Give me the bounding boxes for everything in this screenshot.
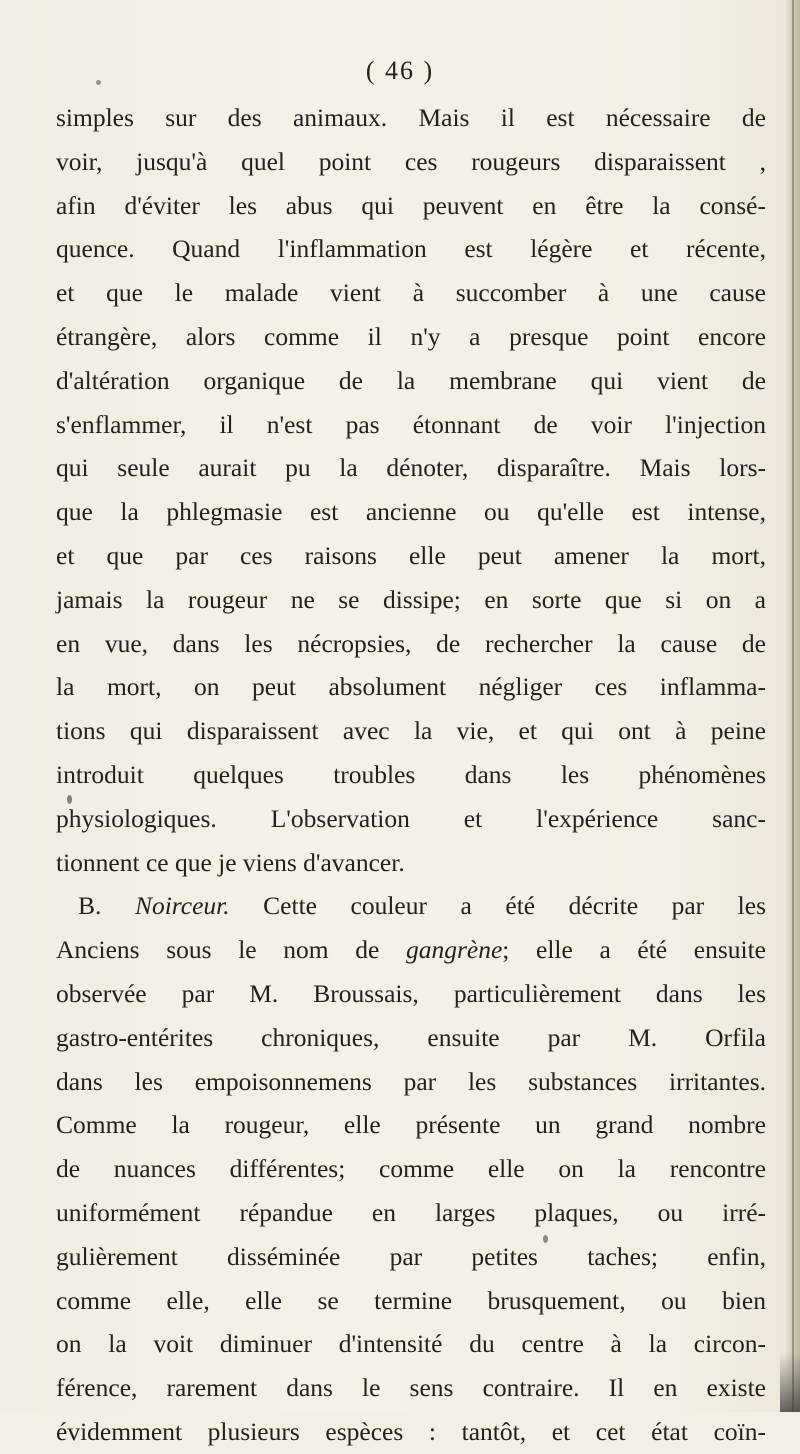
section-b-gangrene: gangrène bbox=[405, 935, 503, 965]
text-line: simples sur des animaux. Mais il est nécessaire de bbox=[56, 103, 766, 132]
text-line: on la voit diminuer d'intensité du centre à la circon- bbox=[56, 1329, 766, 1359]
body-text bbox=[56, 96, 766, 1454]
section-b-line-2-start: Anciens sous le nom de bbox=[56, 935, 380, 965]
text-line: tions qui disparaissent avec la vie, et qui ont à peine bbox=[56, 716, 766, 746]
section-b-heading-line bbox=[56, 884, 766, 928]
text-line: étrangère, alors comme il n'y a presque point encore bbox=[56, 321, 766, 351]
text-line: évidemment plusieurs espèces : tantôt, et cet état coïn- bbox=[56, 1416, 766, 1446]
text-line: d'altération organique de la membrane qui vient de bbox=[56, 365, 766, 395]
text-line: en vue, dans les nécropsies, de rechercher la cause de bbox=[56, 628, 766, 658]
text-line: Comme la rougeur, elle présente un grand nombre bbox=[56, 1110, 766, 1140]
text-line: voir, jusqu'à quel point ces rougeurs disparaissent , bbox=[56, 146, 766, 176]
page-number: ( 46 ) bbox=[365, 56, 435, 85]
text-line: de nuances différentes; comme elle on la rencontre bbox=[56, 1154, 766, 1184]
text-line: s'enflammer, il n'est pas étonnant de voir l'injection bbox=[56, 409, 766, 439]
section-b-first-line: Cette couleur a été décrite par les bbox=[263, 891, 766, 921]
text-line: physiologiques. L'observation et l'expérience sanc- bbox=[56, 803, 766, 833]
text-line: la mort, on peut absolument négliger ces inflamma- bbox=[56, 672, 766, 702]
text-line: jamais la rougeur ne se dissipe; en sorte que si on a bbox=[56, 584, 766, 614]
page-edge-line bbox=[792, 0, 794, 1412]
text-line: quence. Quand l'inflammation est légère et récente, bbox=[56, 234, 766, 264]
text-line: que la phlegmasie est ancienne ou qu'elle est intense, bbox=[56, 497, 766, 527]
text-line: férence, rarement dans le sens contraire. Il en existe bbox=[56, 1373, 766, 1403]
text-line: dans les empoisonnemens par les substances irritantes. bbox=[56, 1066, 766, 1096]
text-line: gastro-entérites chroniques, ensuite par M. Orfila bbox=[56, 1022, 766, 1052]
text-line: uniformément répandue en larges plaques, ou irré- bbox=[56, 1197, 766, 1227]
text-line: et que le malade vient à succomber à une cause bbox=[56, 278, 766, 308]
text-line: et que par ces raisons elle peut amener la mort, bbox=[56, 540, 766, 570]
page-corner-shadow bbox=[780, 1352, 800, 1412]
section-b-title: Noirceur. bbox=[134, 891, 230, 921]
text-line: gulièrement disséminée par petites taches; enfin, bbox=[56, 1241, 766, 1271]
text-line: introduit quelques troubles dans les phénomènes bbox=[56, 759, 766, 789]
section-b-line-2-end: ; elle a été ensuite bbox=[502, 935, 767, 965]
text-line-paragraph-end: tionnent ce que je viens d'avancer. bbox=[56, 847, 405, 877]
section-b-line-2 bbox=[56, 928, 766, 972]
text-line: qui seule aurait pu la dénoter, disparaître. Mais lors- bbox=[56, 453, 766, 483]
section-b-letter: B. bbox=[78, 891, 102, 921]
text-line: afin d'éviter les abus qui peuvent en être la consé- bbox=[56, 190, 766, 220]
text-line: comme elle, elle se termine brusquement, ou bien bbox=[56, 1285, 766, 1315]
text-line: observée par M. Broussais, particulièrement dans les bbox=[56, 978, 766, 1008]
